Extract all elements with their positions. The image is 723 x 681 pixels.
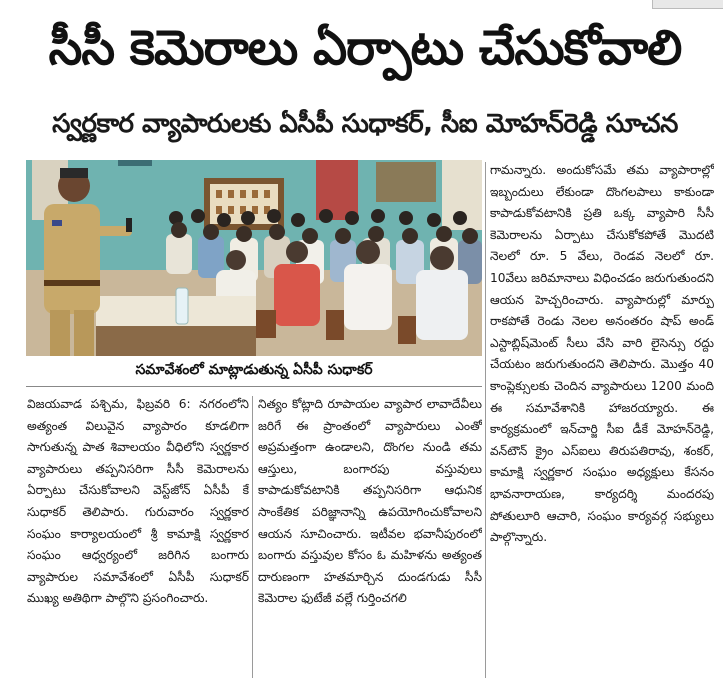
column-divider-1 bbox=[252, 396, 253, 678]
column-3-text: గామన్నారు. అందుకోసమే తమ వ్యాపారాల్లో ఇబ్బందులు లేకుండా దొంగలపాలు కాకుండా కాపాడుకోవటానికి ప్రతి ఒక్క వ్యాపారి సీసీ కెమెరాలను ఏర్పాటు చేసుకోకపోతే మొదటి నెలలో రూ. 5 వేలు, రెండవ నెలలో రూ. 10వేలు జరిమానాలు విధించడం జరుగుతుందని ఆయన హెచ్చరించారు. వ్యాపారుల్లో మార్పు రాకపోతే రెండు నెలల అనంతరం షాప్‌ అండ్‌ ఎస్టాబ్లిష్‌మెంట్‌ సీలు వేసి వారి లైసెన్సు రద్దు చేయటం జరుగుతుందని తెలిపారు. మొత్తం 40 కాంప్లెక్సులకు చెందిన వ్యాపారులు 1200 మంది ఈ సమావేశానికి హాజరయ్యారు. ఈ కార్యక్రమంలో ఇన్‌చార్జి సీఐ డీకే మోహన్‌రెడ్డి, వన్‌టౌన్‌ క్రైం ఎస్‌ఐలు తిరుపతిరావు, శంకర్‌, కామాక్షి స్వర్ణకార సంఘం అధ్యక్షులు కేసనం భావనారాయణ, కార్యదర్శి మందరపు పోతులూరి ఆచారి, సంఘం కార్యవర్గ సభ్యులు పాల్గొన్నారు. bbox=[490, 163, 714, 545]
column-2-text: నిత్యం కోట్లాది రూపాయల వ్యాపార లావాదేవీలు జరిగే ఈ ప్రాంతంలో వ్యాపారులు ఎంతో అప్రమత్తంగా ఉండాలని, దొంగల నుండి తమ ఆస్తులు, బంగారపు వస్తువులు కాపాడుకోవటానికి తప్పనిసరిగా ఆధునిక సాంకేతిక పరిజ్ఞానాన్ని ఉపయోగించుకోవాలని ఆయన సూచించారు. ఇటీవల భవానీపురంలో బంగారు వస్తువుల కోసం ఓ మహిళను అత్యంత దారుణంగా హతమార్చిన దుండగుడు సీసీ కెమెరాల ఫుటేజీ వల్లే గుర్తించగలి bbox=[258, 397, 482, 606]
photo-caption: సమావేశంలో మాట్లాడుతున్న ఏసీపీ సుధాకర్‌ bbox=[26, 356, 482, 387]
subheadline: స్వర్ణకార వ్యాపారులకు ఏసీపీ సుధాకర్‌, సీఐ మోహన్‌రెడ్డి సూచన bbox=[52, 109, 678, 139]
meeting-photo-illustration bbox=[26, 160, 482, 356]
article-column-1 bbox=[27, 394, 249, 678]
column-1-text: విజయవాడ పశ్చిమ, ఫిబ్రవరి 6: నగరంలోని అత్యంత విలువైన వ్యాపారం కూడలిగా సాగుతున్న పాత శివాలయం వీధిలోని స్వర్ణకార వ్యాపారులు తప్పనిసరిగా సీసీ కెమెరాలను ఏర్పాటు చేసుకోవాలని వెస్ట్‌జోన్‌ ఏసీపీ కే సుధాకర్‌ తెలిపారు. గురువారం స్వర్ణకార సంఘం కార్యాలయంలో శ్రీ కామాక్షి స్వర్ణకార సంఘం ఆధ్వర్యంలో జరిగిన బంగారు వ్యాపారుల సమావేశంలో ఏసీపీ సుధాకర్‌ ముఖ్య అతిథిగా పాల్గొని ప్రసంగించారు. bbox=[27, 397, 249, 606]
article-column-3 bbox=[490, 160, 714, 678]
column-divider-2 bbox=[485, 162, 486, 678]
article-column-2 bbox=[258, 394, 482, 678]
headline: సీసీ కెమెరాలు ఏర్పాటు చేసుకోవాలి bbox=[48, 20, 682, 76]
meeting-photo bbox=[26, 160, 482, 356]
